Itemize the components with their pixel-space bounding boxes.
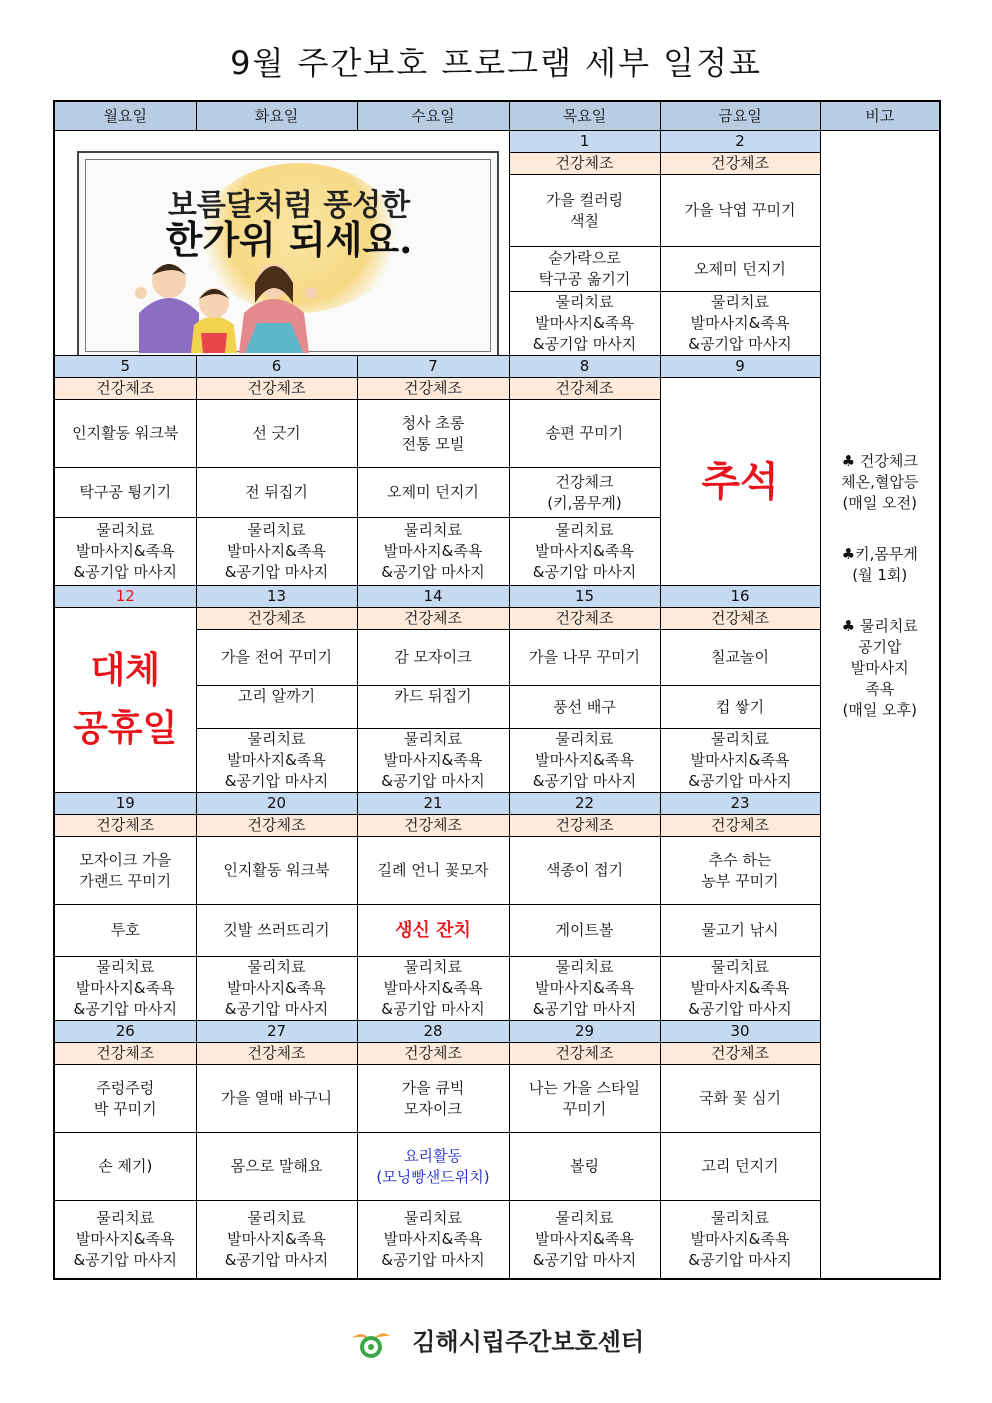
note-physical-therapy: ♣ 물리치료 공기압 발마사지 족욕 (매일 오후) — [841, 617, 918, 719]
physical-therapy: 물리치료 발마사지&족욕 &공기압 마사지 — [660, 292, 820, 356]
family-hanbok-icon — [79, 153, 497, 356]
chuseok-holiday — [660, 378, 820, 586]
date-1: 1 — [509, 131, 660, 153]
activity-2: 숟가락으로 탁구공 옮기기 — [509, 247, 660, 292]
health-exercise: 건강체조 — [660, 815, 820, 837]
health-exercise: 건강체조 — [660, 1043, 820, 1065]
health-exercise: 건강체조 — [509, 1043, 660, 1065]
birthday-party-label: 생신 잔치 — [395, 919, 471, 941]
activity-1: 청사 초롱 전통 모빌 — [357, 400, 509, 468]
header-thu: 목요일 — [509, 101, 660, 131]
activity-1: 가을 열매 바구니 — [196, 1065, 357, 1133]
activity-1: 추수 하는 농부 꾸미기 — [660, 837, 820, 905]
physical-therapy: 물리치료 발마사지&족욕 &공기압 마사지 — [509, 729, 660, 793]
physical-therapy: 물리치료 발마사지&족욕 &공기압 마사지 — [196, 729, 357, 793]
date-2: 2 — [660, 131, 820, 153]
activity-2: 풍선 배구 — [509, 686, 660, 729]
date-12: 12 — [54, 586, 196, 608]
substitute-holiday-label: 대체 공휴일 — [73, 650, 178, 749]
center-name: 김해시립주간보호센터 — [412, 1328, 645, 1356]
activity-2: 고리 던지기 — [660, 1133, 820, 1201]
activity-1: 감 모자이크 — [357, 630, 509, 686]
health-exercise: 건강체조 — [54, 815, 196, 837]
physical-therapy: 물리치료 발마사지&족욕 &공기압 마사지 — [357, 518, 509, 586]
activity-2: 손 제기) — [54, 1133, 196, 1201]
activity-2: 탁구공 튕기기 — [54, 468, 196, 518]
header-wed: 수요일 — [357, 101, 509, 131]
date-22: 22 — [509, 793, 660, 815]
activity-1: 가을 큐빅 모자이크 — [357, 1065, 509, 1133]
activity-1: 가을 나무 꾸미기 — [509, 630, 660, 686]
physical-therapy: 물리치료 발마사지&족욕 &공기압 마사지 — [196, 1201, 357, 1279]
header-row — [54, 101, 940, 131]
activity-1: 나는 가을 스타일 꾸미기 — [509, 1065, 660, 1133]
activity-2: 오제미 던지기 — [660, 247, 820, 292]
date-23: 23 — [660, 793, 820, 815]
substitute-holiday — [54, 608, 196, 793]
chuseok-banner-cell — [54, 131, 509, 356]
physical-therapy: 물리치료 발마사지&족욕 &공기압 마사지 — [54, 518, 196, 586]
date-28: 28 — [357, 1021, 509, 1043]
date-21: 21 — [357, 793, 509, 815]
header-tue: 화요일 — [196, 101, 357, 131]
activity-2: 몸으로 말해요 — [196, 1133, 357, 1201]
physical-therapy: 물리치료 발마사지&족욕 &공기압 마사지 — [357, 957, 509, 1021]
activity-1: 칠교놀이 — [660, 630, 820, 686]
activity-2: 깃발 쓰러뜨리기 — [196, 905, 357, 957]
health-exercise: 건강체조 — [196, 815, 357, 837]
physical-therapy: 물리치료 발마사지&족욕 &공기압 마사지 — [54, 1201, 196, 1279]
date-5: 5 — [54, 356, 196, 378]
chuseok-label: 추석 — [701, 458, 779, 505]
date-14: 14 — [357, 586, 509, 608]
header-fri: 금요일 — [660, 101, 820, 131]
activity-1: 주렁주렁 박 꾸미기 — [54, 1065, 196, 1133]
footer — [0, 1322, 992, 1358]
date-30: 30 — [660, 1021, 820, 1043]
health-exercise: 건강체조 — [357, 378, 509, 400]
banner-frame — [77, 151, 499, 356]
health-exercise: 건강체조 — [509, 153, 660, 175]
date-26: 26 — [54, 1021, 196, 1043]
activity-1: 인지활동 워크북 — [54, 400, 196, 468]
health-exercise: 건강체조 — [54, 378, 196, 400]
date-7: 7 — [357, 356, 509, 378]
page-title: 9월 주간보호 프로그램 세부 일정표 — [230, 44, 762, 82]
activity-1: 색종이 접기 — [509, 837, 660, 905]
activity-1: 선 긋기 — [196, 400, 357, 468]
health-exercise: 건강체조 — [196, 608, 357, 630]
date-15: 15 — [509, 586, 660, 608]
physical-therapy: 물리치료 발마사지&족욕 &공기압 마사지 — [357, 1201, 509, 1279]
health-exercise: 건강체조 — [196, 378, 357, 400]
note-health-check: ♣ 건강체크 체온,혈압등 (매일 오전) — [841, 452, 919, 512]
birthday-party — [357, 905, 509, 957]
health-exercise: 건강체조 — [509, 378, 660, 400]
physical-therapy: 물리치료 발마사지&족욕 &공기압 마사지 — [196, 518, 357, 586]
activity-1: 국화 꽃 심기 — [660, 1065, 820, 1133]
activity-1: 모자이크 가을 가랜드 꾸미기 — [54, 837, 196, 905]
activity-1: 길례 언니 꽃모자 — [357, 837, 509, 905]
physical-therapy: 물리치료 발마사지&족욕 &공기압 마사지 — [509, 292, 660, 356]
physical-therapy: 물리치료 발마사지&족욕 &공기압 마사지 — [509, 518, 660, 586]
center-logo-icon — [348, 1328, 394, 1358]
physical-therapy: 물리치료 발마사지&족욕 &공기압 마사지 — [660, 729, 820, 793]
activity-2: 볼링 — [509, 1133, 660, 1201]
date-8: 8 — [509, 356, 660, 378]
health-exercise: 건강체조 — [357, 608, 509, 630]
header-note: 비고 — [820, 101, 940, 131]
activity-2: 고리 알까기 — [196, 686, 357, 729]
health-exercise: 건강체조 — [509, 815, 660, 837]
date-20: 20 — [196, 793, 357, 815]
health-exercise: 건강체조 — [196, 1043, 357, 1065]
activity-1: 송편 꾸미기 — [509, 400, 660, 468]
banner-line2: 한가위 되세요. — [165, 217, 413, 262]
health-exercise: 건강체조 — [509, 608, 660, 630]
activity-1: 가을 전어 꾸미기 — [196, 630, 357, 686]
physical-therapy: 물리치료 발마사지&족욕 &공기압 마사지 — [509, 957, 660, 1021]
health-exercise: 건강체조 — [357, 1043, 509, 1065]
activity-2: 오제미 던지기 — [357, 468, 509, 518]
activity-2: 물고기 낚시 — [660, 905, 820, 957]
cooking-activity: 요리활동 (모닝빵샌드위치) — [357, 1133, 509, 1201]
physical-therapy: 물리치료 발마사지&족욕 &공기압 마사지 — [357, 729, 509, 793]
physical-therapy: 물리치료 발마사지&족욕 &공기압 마사지 — [54, 957, 196, 1021]
date-19: 19 — [54, 793, 196, 815]
physical-therapy: 물리치료 발마사지&족욕 &공기압 마사지 — [509, 1201, 660, 1279]
activity-2: 게이트볼 — [509, 905, 660, 957]
schedule-table — [53, 100, 941, 1280]
activity-2: 전 뒤집기 — [196, 468, 357, 518]
health-exercise: 건강체조 — [660, 153, 820, 175]
activity-2: 카드 뒤집기 — [357, 686, 509, 729]
activity-1: 가을 낙엽 꾸미기 — [660, 175, 820, 247]
notes-cell — [820, 131, 940, 1279]
banner-line1: 보름달처럼 풍성한 — [167, 188, 411, 223]
date-6: 6 — [196, 356, 357, 378]
date-29: 29 — [509, 1021, 660, 1043]
chuseok-banner — [55, 131, 509, 355]
health-exercise: 건강체조 — [660, 608, 820, 630]
activity-1: 인지활동 워크북 — [196, 837, 357, 905]
note-height-weight: ♣키,몸무게 (월 1회) — [841, 545, 918, 584]
header-mon: 월요일 — [54, 101, 196, 131]
date-9: 9 — [660, 356, 820, 378]
activity-2: 건강체크 (키,몸무게) — [509, 468, 660, 518]
activity-2: 컵 쌓기 — [660, 686, 820, 729]
physical-therapy: 물리치료 발마사지&족욕 &공기압 마사지 — [660, 957, 820, 1021]
health-exercise: 건강체조 — [357, 815, 509, 837]
physical-therapy: 물리치료 발마사지&족욕 &공기압 마사지 — [660, 1201, 820, 1279]
date-13: 13 — [196, 586, 357, 608]
activity-1: 가을 컬러링 색칠 — [509, 175, 660, 247]
activity-2: 투호 — [54, 905, 196, 957]
physical-therapy: 물리치료 발마사지&족욕 &공기압 마사지 — [196, 957, 357, 1021]
date-27: 27 — [196, 1021, 357, 1043]
health-exercise: 건강체조 — [54, 1043, 196, 1065]
date-16: 16 — [660, 586, 820, 608]
